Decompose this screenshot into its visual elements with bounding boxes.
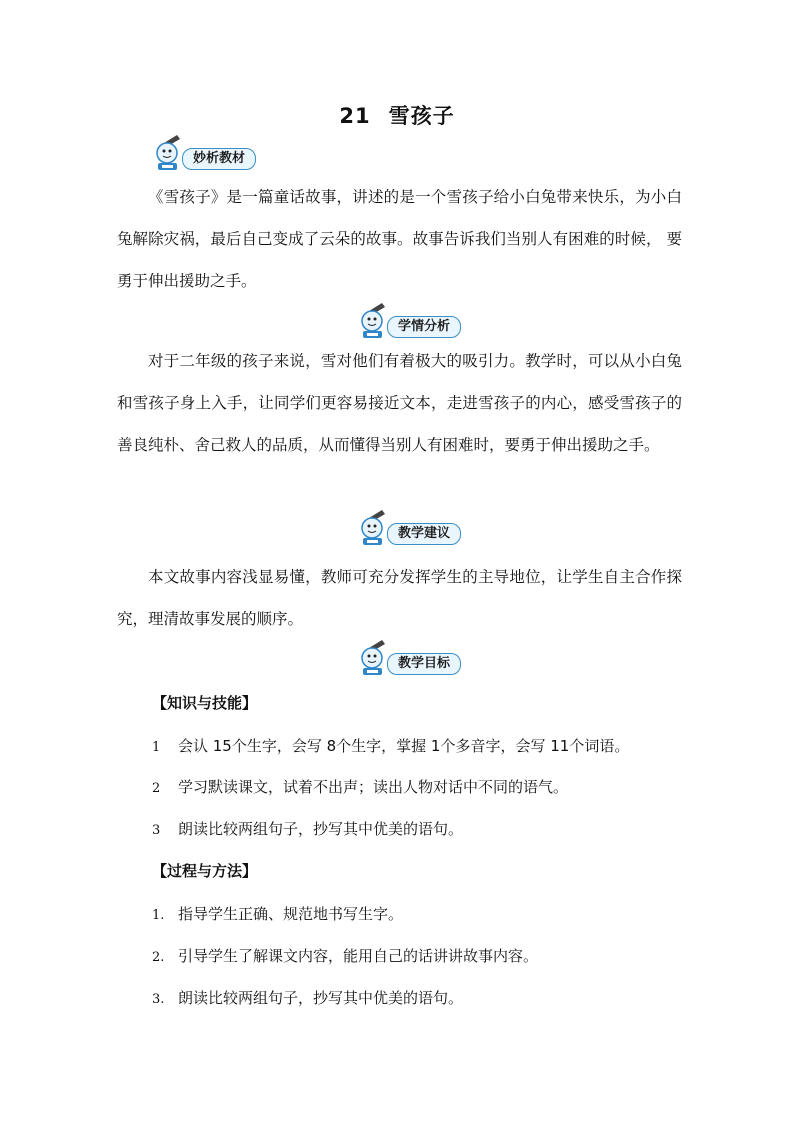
list-item: 1 会认 15个生字，会写 8个生字，掌握 1个多音字，会写 11个词语。 — [152, 737, 630, 755]
lesson-title: 雪孩子 — [388, 104, 455, 128]
list-item: 2 学习默读课文，试着不出声；读出人物对话中不同的语气。 — [152, 778, 569, 796]
mascot-icon — [355, 639, 395, 677]
mascot-icon — [355, 509, 395, 547]
list-item: 3. 朗读比较两组句子，抄写其中优美的语句。 — [152, 989, 464, 1007]
section-label: 妙析教材 — [182, 148, 256, 170]
page-title — [0, 100, 794, 130]
section-badge-goals — [355, 643, 461, 677]
lesson-number: 21 — [339, 104, 371, 128]
section-badge-suggestion — [355, 513, 461, 547]
mascot-icon — [355, 302, 395, 340]
section-label: 教学目标 — [387, 653, 461, 675]
goals-knowledge-heading: 【知识与技能】 — [152, 694, 258, 712]
list-item: 1. 指导学生正确、规范地书写生字。 — [152, 905, 404, 923]
mascot-icon — [150, 134, 190, 172]
section-label: 教学建议 — [387, 523, 461, 545]
section-badge-learning — [355, 306, 461, 340]
section-label: 学情分析 — [387, 316, 461, 338]
paragraph-suggestion: 本文故事内容浅显易懂，教师可充分发挥学生的主导地位，让学生自主合作探究，理清故事发展的顺序。 — [117, 568, 682, 628]
paragraph-learning: 对于二年级的孩子来说，雪对他们有着极大的吸引力。教学时，可以从小白兔和雪孩子身上入手，让同学们更容易接近文本，走进雪孩子的内心，感受雪孩子的善良纯朴、舍己救人的品质，从而懂得当别人有困难时，要勇于伸出援助之手。 — [117, 352, 682, 454]
section-badge-analysis — [150, 138, 256, 172]
goals-process-heading: 【过程与方法】 — [152, 862, 258, 880]
paragraph-analysis: 《雪孩子》是一篇童话故事，讲述的是一个雪孩子给小白兔带来快乐，为小白兔解除灾祸，最后自己变成了云朵的故事。故事告诉我们当别人有困难的时候， 要勇于伸出援助之手。 — [117, 188, 682, 290]
list-item: 3 朗读比较两组句子，抄写其中优美的语句。 — [152, 820, 464, 838]
list-item: 2. 引导学生了解课文内容，能用自己的话讲讲故事内容。 — [152, 947, 539, 965]
